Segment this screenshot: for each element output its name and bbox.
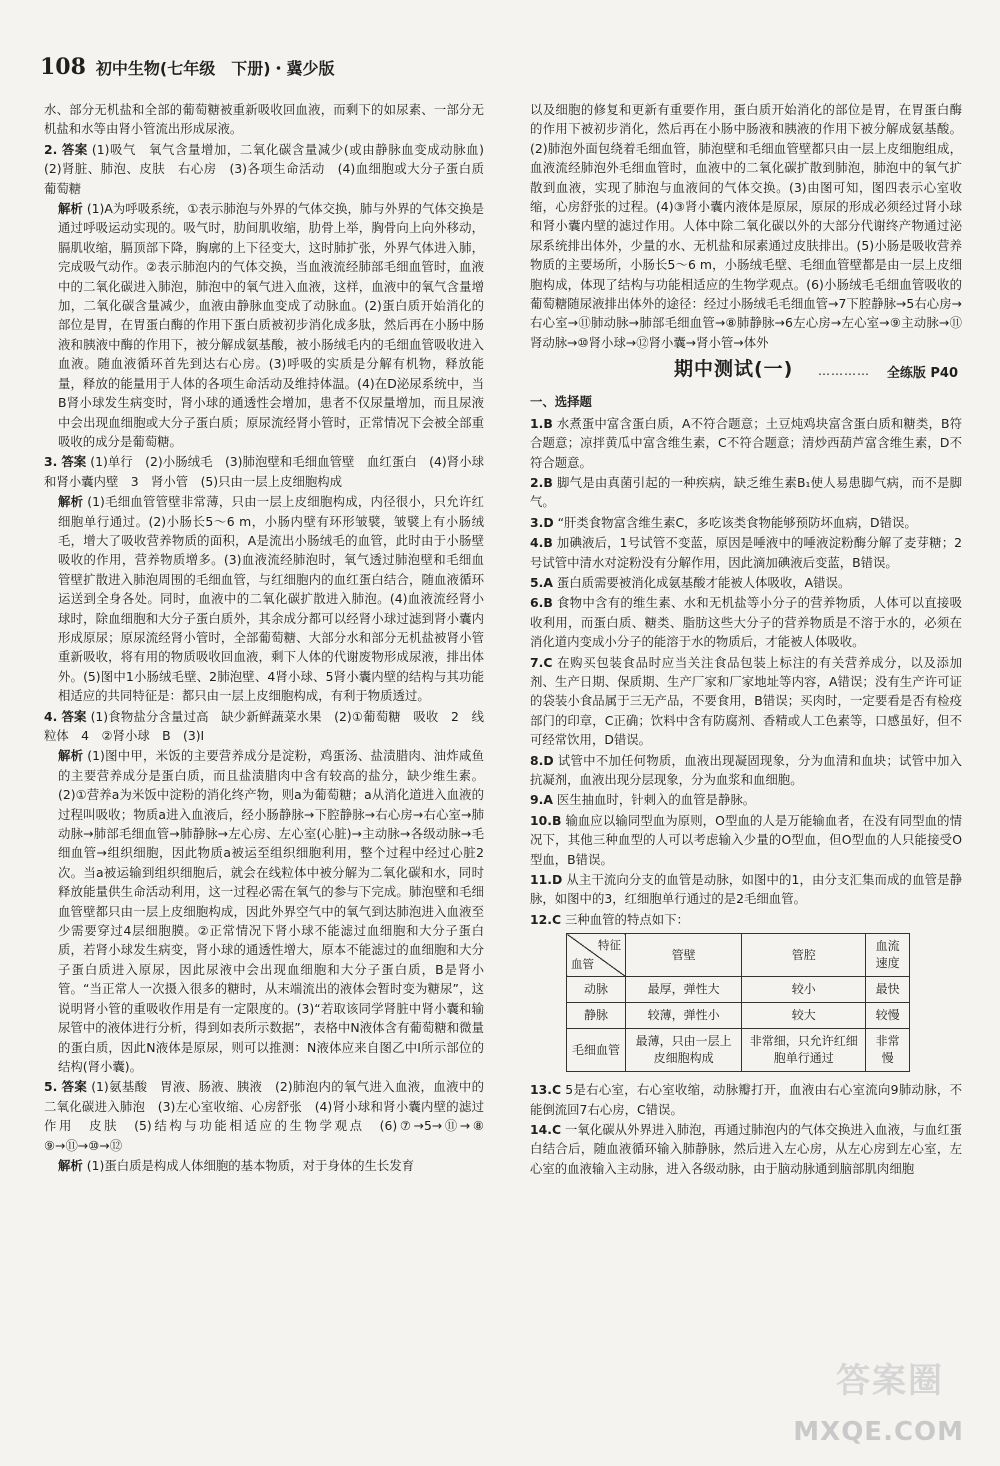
section-title: 期中测试(一) xyxy=(674,358,794,381)
answer-text: (1)A为呼吸系统，①表示肺泡与外界的气体交换，肺与外界的气体交换是通过呼吸运动实现的。吸气时，肋间肌收缩，肋骨上举，胸骨向上向外移动，膈肌收缩，膈顶部下降，胸廓的上下径变大，这时肺扩张，外界气体进入肺，完成吸气动作。②表示肺泡内的气体交换，当血液流经肺部毛细血管时，血液中的二氧化碳进入肺泡，肺泡中的氧气进入血液，这样，血液中的氧气含量增加，二氧化碳含量减少，血液由静脉血变成了动脉血。(2)蛋白质开始消化的部位是胃，在胃蛋白酶的作用下蛋白质被初步消化成多肽，然后再在小肠中肠液和胰液中酶的作用下，被分解成氨基酸，被小肠绒毛内的毛细血管吸收进入血液。随血液循环首先到达右心房。(3)呼吸的实质是分解有机物，释放能量，释放的能量用于人体的各项生命活动及维持体温。(4)在D泌尿系统中，当B肾小球发生病变时，肾小球的通透性会增加，患者不仅尿量增加，而且尿液中会出现血细胞或大分子蛋白质；原尿流经肾小管时，正常情况下会被全部重吸收的成分是葡萄糖。 xyxy=(58,201,484,449)
answer-list-continued xyxy=(530,1080,962,1178)
table-header-row xyxy=(567,934,910,977)
question-number: 4. xyxy=(44,708,58,724)
explanation-label: 解析 xyxy=(58,201,83,217)
answer-paragraph xyxy=(530,1120,962,1178)
answer-paragraph xyxy=(530,414,962,472)
explanation-label: 解析 xyxy=(58,1157,83,1173)
answer-paragraph xyxy=(530,910,962,929)
answer-paragraph xyxy=(530,653,962,750)
answer-paragraph xyxy=(44,746,484,1076)
question-number: 5.A xyxy=(530,574,553,590)
answer-text: 医生抽血时，针刺入的血管是静脉。 xyxy=(556,792,756,808)
section-dots: ………… xyxy=(818,364,870,379)
table-cell: 最快 xyxy=(866,977,910,1003)
section-page-reference: 全练版 P40 xyxy=(886,366,958,382)
answer-label: 答案 xyxy=(61,708,87,724)
question-number: 8.D xyxy=(530,752,554,768)
answer-paragraph xyxy=(530,533,962,572)
answer-paragraph xyxy=(44,140,497,198)
answer-paragraph xyxy=(530,573,962,592)
table-header-cell: 管腔 xyxy=(742,934,866,977)
question-number: 2.B xyxy=(530,474,553,490)
question-number: 3. xyxy=(44,454,58,470)
answer-text: (1)图中甲，米饭的主要营养成分是淀粉，鸡蛋汤、盐渍腊肉、油炸咸鱼的主要营养成分是蛋白质，而且盐渍腊肉中含有较高的盐分，缺少维生素。(2)①营养a为米饭中淀粉的消化终产物，则a为葡萄糖；a从消化道进入血液的过程叫吸收；物质a进入血液后，经小肠静脉→下腔静脉→右心房→右心室→肺动脉→肺部毛细血管→肺静脉→左心房、左心室(心脏)→主动脉→各级动脉→毛细血管→组织细胞，因此物质a被运至组织细胞利用，整个过程中经过心脏2次。当a被运输到组织细胞后，就会在线粒体中被分解为二氧化碳和水，同时释放能量供生命活动利用，这一过程必需在氧气的参与下完成。肺泡壁和毛细血管壁都只由一层上皮细胞构成，因此外界空气中的氧气到达肺泡进入血液至少需要穿过4层细胞膜。②正常情况下肾小球不能滤过血细胞和大分子蛋白质，若肾小球发生病变，肾小球的通透性增大，原本不能滤过的血细胞和大分子蛋白质进入原尿，因此尿液中会出现血细胞和大分子蛋白质，B是肾小管。“当正常人一次摄入很多的糖时，从末端流出的液体会暂时变为糖尿”，这说明肾小管的重吸收作用是有一定限度的。(3)“若取该同学肾脏中肾小囊和输尿管中的液体进行分析，得到如表所示数据”，表格中N液体含有葡萄糖和微量的蛋白质，因此N液体是原尿，则可以推测：N液体应来自图乙中Ⅰ所示部位的结构(肾小囊)。 xyxy=(58,748,484,1074)
answer-paragraph xyxy=(44,199,484,451)
right-column xyxy=(530,100,962,1179)
question-number: 10.B xyxy=(530,812,562,828)
table-cell: 最薄，只由一层上皮细胞构成 xyxy=(626,1029,742,1072)
answer-text: 加碘液后，1号试管不变蓝，原因是唾液中的唾液淀粉酶分解了麦芽糖；2号试管中清水对淀粉没有分解作用，因此滴加碘液后变蓝，B错误。 xyxy=(530,535,962,570)
table-cell: 非常细，只允许红细胞单行通过 xyxy=(742,1029,866,1072)
section-subheading: 一、选择题 xyxy=(530,394,592,410)
watermark-logo: 答案圈 xyxy=(836,1361,944,1401)
table-cell: 毛细血管 xyxy=(567,1029,626,1072)
answer-text: 5是右心室，右心室收缩，动脉瓣打开，血液由右心室流向9肺动脉，不能倒流回7右心房，C错误。 xyxy=(530,1082,962,1117)
answer-paragraph xyxy=(44,100,484,139)
answer-paragraph xyxy=(530,513,962,532)
answer-text: 脚气是由真菌引起的一种疾病，缺乏维生素B₁使人易患脚气病，而不是脚气。 xyxy=(530,474,962,510)
question-number: 12.C xyxy=(530,911,562,927)
answer-text: (1)氨基酸 胃液、肠液、胰液 (2)肺泡内的氧气进入血液，血液中的二氧化碳进入肺泡 (3)左心室收缩、心房舒张 (4)肾小球和肾小囊内壁的滤过作用 皮肤 (5)结构与功能相适应的生物学观点 (6)⑦→5→⑪→⑧ ⑨→⑪→⑩→⑫ xyxy=(44,1079,497,1153)
question-number: 13.C xyxy=(530,1082,562,1098)
question-number: 1.B xyxy=(530,415,553,431)
question-number: 9.A xyxy=(530,792,553,808)
answer-text: (1)吸气 氧气含量增加，二氧化碳含量减少(或由静脉血变成动脉血) (2)肾脏、肺泡、皮肤 右心房 (3)各项生命活动 (4)血细胞或大分子蛋白质 葡萄糖 xyxy=(44,141,497,196)
answer-text: 以及细胞的修复和更新有重要作用，蛋白质开始消化的部位是胃，在胃蛋白酶的作用下被初步消化，然后再在小肠中肠液和胰液的作用下被分解成氨基酸。(2)肺泡外面包绕着毛细血管，肺泡壁和毛细血管壁都只由一层上皮细胞组成，血液流经肺泡外毛细血管时，血液中的二氧化碳扩散到肺泡，肺泡中的氧气扩散到血液，实现了肺泡与血液间的气体交换。(3)由图可知，图四表示心室收缩，心房舒张的过程。(4)③肾小囊内液体是原尿，原尿的形成必须经过肾小球和肾小囊内壁的滤过作用。人体中除二氧化碳以外的大部分代谢终产物通过泌尿系统排出体外，少量的水、无机盐和尿素通过皮肤排出。(5)小肠是吸收营养物质的主要场所，小肠长5～6 m，小肠绒毛壁、毛细血管壁都是由一层上皮细胞构成，体现了结构与功能相适应的生物学观点。(6)小肠绒毛毛细血管吸收的葡萄糖随尿液排出体外的途径：经过小肠绒毛毛细血管→7下腔静脉→5右心房→右心室→⑪肺动脉→肺部毛细血管→⑧肺静脉→6左心房→左心室→⑨主动脉→⑪肾动脉→⑩肾小球→⑫肾小囊→肾小管→体外 xyxy=(530,102,962,350)
answer-text: “肝类食物富含维生素C，多吃该类食物能够预防坏血病，D错误。 xyxy=(557,514,917,530)
answer-text: 食物中含有的维生素、水和无机盐等小分子的营养物质，人体可以直接吸收利用，而蛋白质、糖类、脂肪这些大分子的营养物质是不溶于水的，必须在消化道内变成小分子的能溶于水的物质后，才能被人体吸收。 xyxy=(530,595,962,650)
corner-label-bottom: 血管 xyxy=(571,957,594,972)
table-cell: 较大 xyxy=(742,1003,866,1029)
answer-paragraph xyxy=(530,870,962,909)
answer-paragraph xyxy=(530,751,962,790)
answer-paragraph xyxy=(530,593,962,651)
answer-text: 三种血管的特点如下： xyxy=(565,911,689,927)
table-header-cell: 血流速度 xyxy=(866,934,910,977)
blood-vessel-table xyxy=(566,933,910,1072)
right-column-top xyxy=(530,100,962,352)
question-number: 4.B xyxy=(530,535,553,551)
answer-text: 水煮蛋中富含蛋白质，A不符合题意；土豆炖鸡块富含蛋白质和糖类，B符合题意；凉拌黄瓜中富含维生素，C不符合题意；清炒西葫芦富含维生素，D不符合题意。 xyxy=(530,415,962,470)
answer-text: 在购买包装食品时应当关注食品包装上标注的有关营养成分，以及添加剂、生产日期、保质期、生产厂家和厂家地址等内容，A错误；没有生产许可证的袋装小食品属于三无产品，不要食用，B错误；买肉时，一定要看是否有检疫部门的印章，C正确；饮料中含有防腐剂、香精或人工色素等，口感虽好，但不可经常饮用，D错误。 xyxy=(530,654,962,748)
question-number: 7.C xyxy=(530,654,553,670)
answer-paragraph xyxy=(530,100,962,352)
answer-paragraph xyxy=(44,1156,484,1175)
watermark-site: MXQE.COM xyxy=(793,1416,964,1447)
answer-label: 答案 xyxy=(61,141,88,157)
table-row xyxy=(567,1029,910,1072)
explanation-label: 解析 xyxy=(58,748,84,764)
answer-text: 一氧化碳从外界进入肺泡，再通过肺泡内的气体交换进入血液，与血红蛋白结合后，随血液循环输入肺静脉，然后进入左心房，从左心房到左心室，左心室的血液输入主动脉，进入各级动脉，由于脑动脉通到脑部肌肉细胞 xyxy=(530,1122,962,1176)
answer-text: (1)单行 (2)小肠绒毛 (3)肺泡壁和毛细血管壁 血红蛋白 (4)肾小球和肾小囊内壁 3 肾小管 (5)只由一层上皮细胞构成 xyxy=(44,454,484,489)
table-cell: 较小 xyxy=(742,977,866,1003)
table-cell: 较慢 xyxy=(866,1003,910,1029)
table-row xyxy=(567,977,910,1003)
table-header-cell: 管壁 xyxy=(626,934,742,977)
page-number: 108 xyxy=(40,54,86,80)
answer-paragraph xyxy=(44,707,484,746)
question-number: 11.D xyxy=(530,872,563,888)
table-cell: 动脉 xyxy=(567,977,626,1003)
answer-paragraph xyxy=(44,492,484,705)
question-number: 5. xyxy=(44,1079,58,1095)
page-header xyxy=(40,54,335,84)
answer-text: 水、部分无机盐和全部的葡萄糖被重新吸收回血液，而剩下的如尿素、一部分无机盐和水等由肾小管流出形成尿液。 xyxy=(44,102,484,137)
answer-paragraph xyxy=(530,473,962,512)
corner-label-top: 特征 xyxy=(598,938,621,953)
answer-text: (1)食物盐分含量过高 缺少新鲜蔬菜水果 (2)①葡萄糖 吸收 2 线粒体 4 ②肾小球 B (3)Ⅰ xyxy=(44,708,485,743)
table-cell: 较薄，弹性小 xyxy=(626,1003,742,1029)
left-column xyxy=(44,100,497,1176)
table-row xyxy=(567,1003,910,1029)
explanation-label: 解析 xyxy=(58,494,84,510)
answer-label: 答案 xyxy=(61,1079,88,1095)
answer-paragraph xyxy=(530,811,962,869)
question-number: 14.C xyxy=(530,1122,562,1138)
answer-label: 答案 xyxy=(61,454,87,470)
table-cell: 最厚，弹性大 xyxy=(626,977,742,1003)
answer-text: 蛋白质需要被消化成氨基酸才能被人体吸收，A错误。 xyxy=(556,574,851,590)
table-cell: 非常慢 xyxy=(866,1029,910,1072)
answer-list xyxy=(530,414,962,930)
book-title: 初中生物(七年级 下册)・冀少版 xyxy=(95,59,335,78)
answer-text: (1)毛细血管管壁非常薄，只由一层上皮细胞构成，内径很小，只允许红细胞单行通过。(2)小肠长5～6 m，小肠内壁有环形皱襞，皱襞上有小肠绒毛，增大了吸收营养物质的面积，A是流出小肠绒毛的血管，此时由于小肠壁吸收的作用，营养物质增多。(3)血液流经肺泡时，氧气透过肺泡壁和毛细血管壁扩散进入肺泡周围的毛细血管，与红细胞内的血红蛋白结合，随血液循环运送到全身各处。同时，血液中的二氧化碳扩散进入肺泡。(4)血液流经肾小球时，除血细胞和大分子蛋白质外，其余成分都可以经肾小球过滤到肾小囊内形成原尿；原尿流经肾小管时，全部葡萄糖、大部分水和部分无机盐被肾小管重新吸收，将有用的物质吸收回血液，剩下人体的代谢废物形成尿液，排出体外。(5)图中1小肠绒毛壁、2肺泡壁、4肾小球、5肾小囊内壁的结构与其功能相适应的共同特征是：都只由一层上皮细胞构成，有利于物质透过。 xyxy=(58,494,484,704)
question-number: 6.B xyxy=(530,595,553,611)
question-number: 3.D xyxy=(530,514,554,530)
answer-paragraph xyxy=(530,1080,962,1119)
answer-text: 从主干流向分支的血管是动脉，如图中的1，由分支汇集而成的血管是静脉，如图中的3，红细胞单行通过的是2毛细血管。 xyxy=(530,872,962,907)
answer-paragraph xyxy=(44,1077,497,1155)
question-number: 2. xyxy=(44,141,58,157)
answer-text: (1)蛋白质是构成人体细胞的基本物质，对于身体的生长发育 xyxy=(86,1157,415,1173)
answer-text: 试管中不加任何物质，血液出现凝固现象，分为血清和血块；试管中加入抗凝剂，血液出现分层现象，分为血浆和血细胞。 xyxy=(530,752,962,787)
answer-paragraph xyxy=(44,452,484,491)
answer-text: 输血应以输同型血为原则，O型血的人是万能输血者，在没有同型血的情况下，其他三种血型的人可以考虑输入少量的O型血，但O型血的人只能接受O型血，B错误。 xyxy=(530,812,962,867)
table-cell: 静脉 xyxy=(567,1003,626,1029)
watermark xyxy=(793,1361,974,1447)
section-header xyxy=(530,358,962,388)
answer-paragraph xyxy=(530,790,962,809)
table-corner-cell xyxy=(567,934,626,977)
